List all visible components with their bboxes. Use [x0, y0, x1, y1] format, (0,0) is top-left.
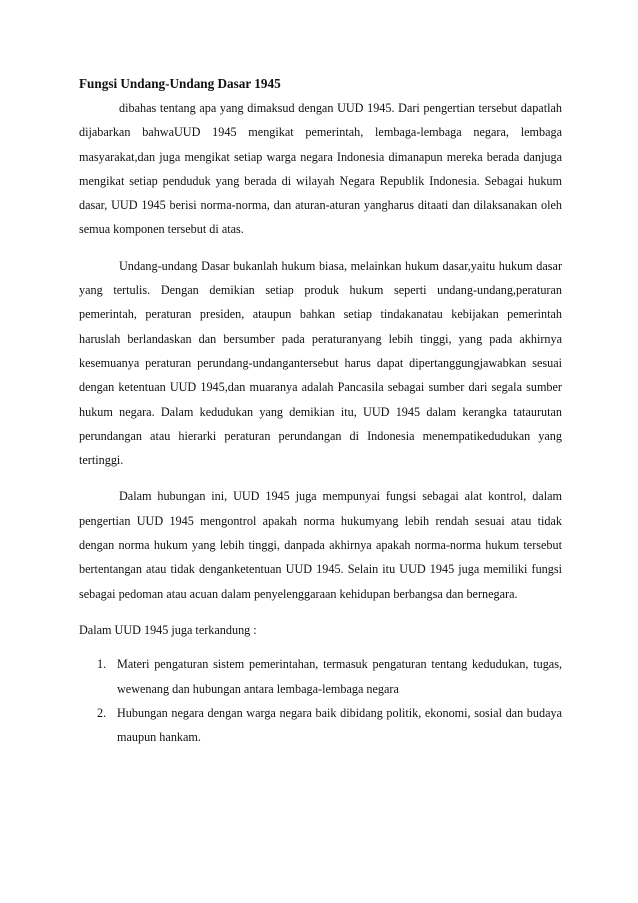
list-item-text: Materi pengaturan sistem pemerintahan, termasuk pengaturan tentang kedudukan, tugas, wewenang dan hubungan antara lembaga-lembaga negara — [117, 657, 562, 696]
list-item — [82, 701, 562, 750]
list-intro: Dalam UUD 1945 juga terkandung : — [79, 622, 257, 637]
document-title: Fungsi Undang-Undang Dasar 1945 — [79, 76, 281, 91]
paragraph-1: dibahas tentang apa yang dimaksud dengan UUD 1945. Dari pengertian tersebut dapatlah dijabarkan bahwaUUD 1945 mengikat pemerintah, lembaga-lembaga negara, lembaga masyarakat,dan juga mengikat setiap warga negara Indonesia dimanapun mereka berada danjuga mengikat setiap penduduk yang berada di wilayah Negara Republik Indonesia. Sebagai hukum dasar, UUD 1945 berisi norma-norma, dan aturan-aturan yangharus ditaati dan dilaksanakan oleh semua komponen tersebut di atas. — [79, 101, 562, 237]
paragraph-gap — [79, 242, 562, 254]
document-page — [79, 72, 562, 749]
content-list — [79, 652, 562, 749]
list-item-number: 1. — [97, 657, 107, 672]
list-item-text: Hubungan negara dengan warga negara baik dibidang politik, ekonomi, sosial dan budaya maupun hankam. — [117, 705, 562, 745]
list-item — [82, 652, 562, 701]
paragraph-3: Dalam hubungan ini, UUD 1945 juga mempunyai fungsi sebagai alat kontrol, dalam pengertian UUD 1945 mengontrol apakah norma hukumyang lebih rendah sesuai atau tidak dengan norma hukum yang lebih tinggi, danpada akhirnya apakah norma-norma hukum tersebut bertentangan atau tidak denganketentuan UUD 1945. Selain itu UUD 1945 juga memiliki fungsi sebagai pedoman atau acuan dalam penyelenggaraan kehidupan berbangsa dan bernegara. — [79, 489, 562, 601]
paragraph-2: Undang-undang Dasar bukanlah hukum biasa, melainkan hukum dasar,yaitu hukum dasar yang tertulis. Dengan demikian setiap produk hukum seperti undang-undang,peraturan pemerintah, peraturan presiden, ataupun bahkan setiap tindakanatau kebijakan pemerintah haruslah berlandaskan dan bersumber pada peraturanyang lebih tinggi, yang pada akhirnya kesemuanya peraturan perundang-undangantersebut harus dapat dipertanggungjawabkan sesuai dengan ketentuan UUD 1945,dan muaranya adalah Pancasila sebagai sumber dari segala sumber hukum negara. Dalam kedudukan yang demikian itu, UUD 1945 dalam kerangka tataurutan perundangan atau hierarki peraturan perundangan di Indonesia menempatikedudukan yang tertinggi. — [79, 258, 562, 468]
list-item-number: 2. — [97, 705, 107, 720]
paragraph-gap — [79, 472, 562, 484]
paragraph-gap — [79, 606, 562, 618]
